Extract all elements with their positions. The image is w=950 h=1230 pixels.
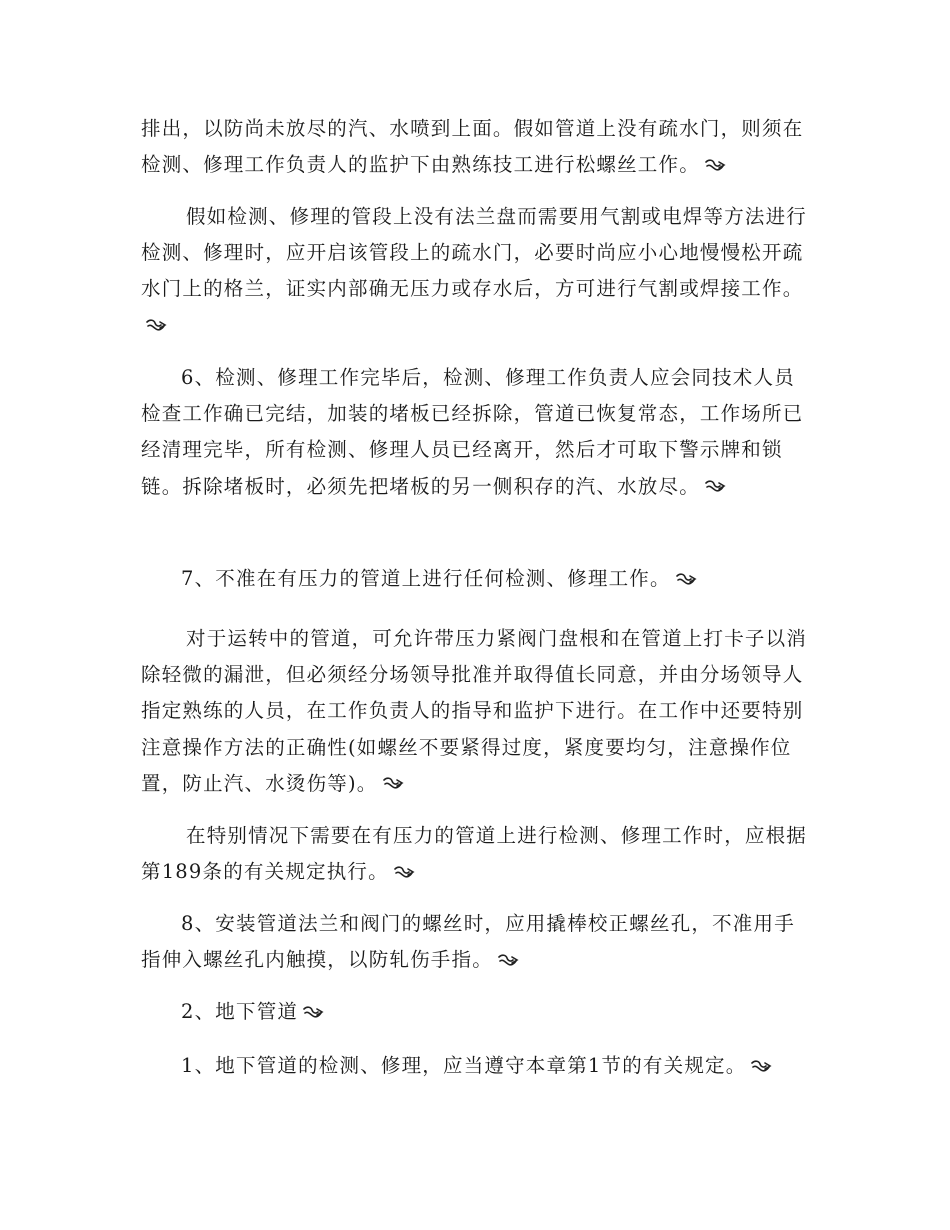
paragraph-text: 8、安装管道法兰和阀门的螺丝时，应用撬棒校正螺丝孔，不准用手指伸入螺丝孔内触摸，以防轧伤手指。	[141, 912, 795, 972]
paragraph-4	[141, 561, 811, 597]
paragraph-6	[141, 818, 811, 890]
paragraph-mark-icon	[382, 776, 404, 790]
paragraph-5	[141, 621, 811, 802]
paragraph-mark-icon	[145, 318, 167, 332]
paragraph-text: 对于运转中的管道，可允许带压力紧阀门盘根和在管道上打卡子以消除轻微的漏泄，但必须经分场领导批准并取得值长同意，并由分场领导人指定熟练的人员，在工作负责人的指导和监护下进行。在工作中还要特别注意操作方法的正确性(如螺丝不要紧得过度，紧度要均匀，注意操作位置，防止汽、水烫伤等)。	[141, 627, 808, 795]
paragraph-text: 1、地下管道的检测、修理，应当遵守本章第1节的有关规定。	[181, 1054, 747, 1077]
paragraph-3	[141, 360, 811, 505]
paragraph-text: 6、检测、修理工作完毕后，检测、修理工作负责人应会同技术人员检查工作确已完结，加装的堵板已经拆除，管道已恢复常态，工作场所已经清理完毕，所有检测、修理人员已经离开，然后才可取下警示牌和锁链。拆除堵板时，必须先把堵板的另一侧积存的汽、水放尽。	[141, 366, 804, 498]
paragraph-text: 排出，以防尚未放尽的汽、水喷到上面。假如管道上没有疏水门，则须在检测、修理工作负责人的监护下由熟练技工进行松螺丝工作。	[141, 117, 804, 177]
paragraph-text: 7、不准在有压力的管道上进行任何检测、修理工作。	[181, 567, 671, 590]
paragraph-mark-icon	[704, 479, 726, 493]
paragraph-mark-icon	[497, 953, 519, 967]
paragraph-mark-icon	[302, 1005, 324, 1019]
section-heading: 2、地下管道	[181, 1000, 299, 1023]
paragraph-9	[141, 1048, 811, 1084]
paragraph-text: 假如检测、修理的管段上没有法兰盘而需要用气割或电焊等方法进行检测、修理时，应开启该管段上的疏水门，必要时尚应小心地慢慢松开疏水门上的格兰，证实内部确无压力或存水后，方可进行气割或焊接工作。	[141, 205, 808, 301]
paragraph-text: 在特别情况下需要在有压力的管道上进行检测、修理工作时，应根据第189条的有关规定执行。	[141, 824, 808, 884]
paragraph-7	[141, 906, 811, 978]
paragraph-mark-icon	[750, 1059, 772, 1073]
paragraph-mark-icon	[393, 865, 415, 879]
paragraph-mark-icon	[704, 158, 726, 172]
paragraph-mark-icon	[675, 572, 697, 586]
paragraph-8-heading	[141, 994, 811, 1030]
paragraph-1	[141, 111, 811, 183]
paragraph-2	[141, 199, 811, 344]
